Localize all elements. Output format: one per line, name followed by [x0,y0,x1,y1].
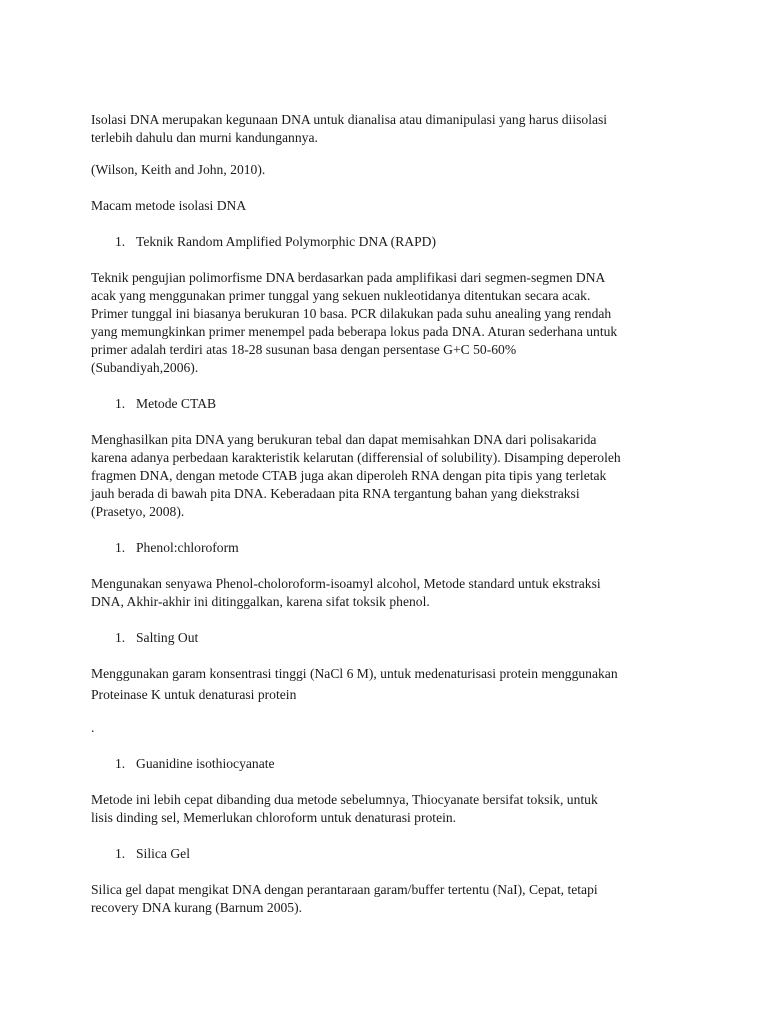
text-line: Menggunakan garam konsentrasi tinggi (NaCl 6 M), untuk medenaturisasi protein menggunakan [91,666,618,681]
text-line: (Subandiyah,2006). [91,360,199,375]
text-line: Mengunakan senyawa Phenol-choloroform-isoamyl alcohol, Metode standard untuk ekstraksi [91,576,601,591]
text-line: Metode ini lebih cepat dibanding dua metode sebelumnya, Thiocyanate bersifat toksik, untuk [91,792,598,807]
list-title: Salting Out [136,630,199,645]
list-title: Teknik Random Amplified Polymorphic DNA (RAPD) [136,234,436,249]
text-line: fragmen DNA, dengan metode CTAB juga akan diperoleh RNA dengan pita tipis yang terletak [91,468,607,483]
text-line: DNA, Akhir-akhir ini ditinggalkan, karena sifat toksik phenol. [91,594,430,609]
document-page [91,111,691,917]
text-line: Teknik pengujian polimorfisme DNA berdasarkan pada amplifikasi dari segmen-segmen DNA [91,270,606,285]
text-line: Silica gel dapat mengikat DNA dengan perantaraan garam/buffer tertentu (NaI), Cepat, tetapi [91,882,598,897]
stray-period: . [91,720,95,735]
list-number: 1. [115,630,126,645]
silica-gel-paragraph [91,881,691,917]
rapd-paragraph [91,269,691,377]
text-line: yang memungkinkan primer menempel pada beberapa lokus pada DNA. Aturan sederhana untuk [91,324,618,339]
intro-paragraph [91,111,691,147]
salting-out-paragraph [91,665,691,704]
list-number: 1. [115,756,126,771]
text-line: (Prasetyo, 2008). [91,504,185,519]
text-line: Primer tunggal ini biasanya berukuran 10 basa. PCR dilakukan pada suhu anealing yang rendah [91,306,612,321]
list-number: 1. [115,396,126,411]
list-title: Metode CTAB [136,396,217,411]
citation: (Wilson, Keith and John, 2010). [91,162,266,177]
list-number: 1. [115,846,126,861]
list-number: 1. [115,234,126,249]
text-line: terlebih dahulu dan murni kandungannya. [91,130,318,145]
text-line: karena adanya perbedaan karakteristik kelarutan (differensial of solubility). Disamping deperoleh [91,450,621,465]
guanidine-paragraph [91,791,691,827]
list-title: Silica Gel [136,846,190,861]
list-number: 1. [115,540,126,555]
text-line: jauh berada di bawah pita DNA. Keberadaan pita RNA tergantung bahan yang diekstraksi [91,486,580,501]
text-line: lisis dinding sel, Memerlukan chloroform untuk denaturasi protein. [91,810,457,825]
text-line: primer adalah terdiri atas 18-28 susunan basa dengan persentase G+C 50-60% [91,342,517,357]
list-item-phenol-chloroform [91,539,691,557]
list-item-guanidine [91,755,691,773]
list-item-ctab [91,395,691,413]
list-title: Phenol:chloroform [136,540,239,555]
ctab-paragraph [91,431,691,521]
list-title: Guanidine isothiocyanate [136,756,275,771]
text-line: Proteinase K untuk denaturasi protein [91,687,297,702]
methods-heading: Macam metode isolasi DNA [91,198,247,213]
text-line: acak yang menggunakan primer tunggal yang sekuen nukleotidanya ditentukan secara acak. [91,288,591,303]
list-item-silica-gel [91,845,691,863]
list-item-rapd [91,233,691,251]
list-item-salting-out [91,629,691,647]
text-line: Menghasilkan pita DNA yang berukuran tebal dan dapat memisahkan DNA dari polisakarida [91,432,597,447]
text-line: Isolasi DNA merupakan kegunaan DNA untuk dianalisa atau dimanipulasi yang harus diisolasi [91,112,608,127]
text-line: recovery DNA kurang (Barnum 2005). [91,900,303,915]
phenol-paragraph [91,575,691,611]
